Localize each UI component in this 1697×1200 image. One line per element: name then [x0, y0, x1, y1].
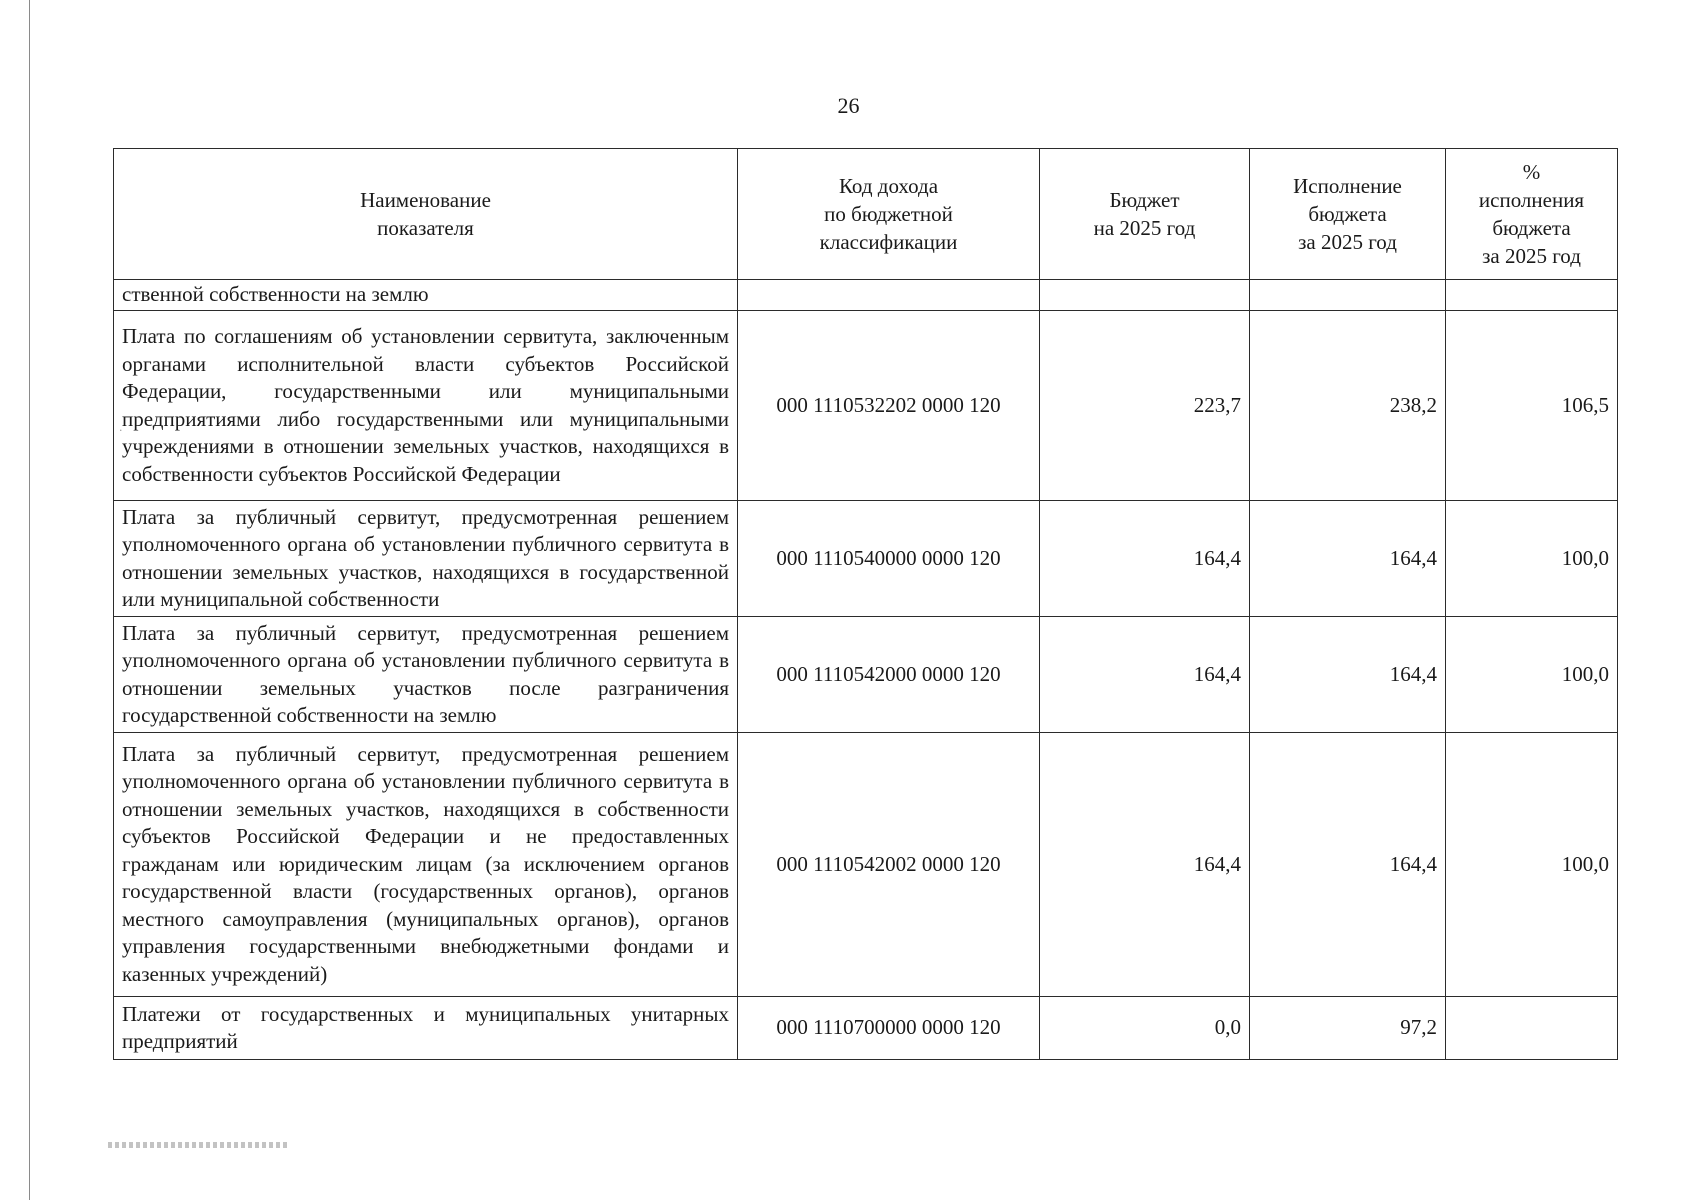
row-execution: 164,4: [1250, 617, 1446, 733]
scan-smudge: [108, 1142, 288, 1148]
row-percent: 100,0: [1446, 617, 1618, 733]
header-budget: [1040, 149, 1250, 280]
row-name: Плата по соглашениям об установлении сервитута, заключенным органами исполнительной власти субъектов Российской Федерации, государственными или муниципальными предприятиями либо государственными или муниципальными учреждениями в отношении земельных участков, находящихся в собственности субъектов Российской Федерации: [114, 311, 738, 501]
header-execution: [1250, 149, 1446, 280]
header-code-label: Код дохода по бюджетной классификации: [819, 174, 958, 254]
row-name: ственной собственности на землю: [114, 280, 738, 311]
row-code: [738, 280, 1040, 311]
scan-margin-line: [29, 0, 30, 1200]
row-budget: [1040, 280, 1250, 311]
table-row: [114, 501, 1618, 617]
header-code: [738, 149, 1040, 280]
row-name: Платежи от государственных и муниципальных унитарных предприятий: [114, 997, 738, 1060]
row-execution: [1250, 280, 1446, 311]
row-name: Плата за публичный сервитут, предусмотренная решением уполномоченного органа об установлении публичного сервитута в отношении земельных участков после разграничения государственной собственности на землю: [114, 617, 738, 733]
row-budget: 164,4: [1040, 733, 1250, 997]
row-execution: 164,4: [1250, 501, 1446, 617]
row-execution: 164,4: [1250, 733, 1446, 997]
row-name: Плата за публичный сервитут, предусмотренная решением уполномоченного органа об установлении публичного сервитута в отношении земельных участков, находящихся в собственности субъектов Российской Федерации и не предоставленных гражданам или юридическим лицам (за исключением органов государственной власти (государственных органов), органов местного самоуправления (муниципальных органов), органов управления государственными внебюджетными фондами и казенных учреждений): [114, 733, 738, 997]
row-code: 000 1110700000 0000 120: [738, 997, 1040, 1060]
header-percent: [1446, 149, 1618, 280]
header-name-label: Наименование показателя: [360, 188, 491, 240]
revenue-table: [113, 148, 1618, 1060]
row-budget: 0,0: [1040, 997, 1250, 1060]
row-execution: 238,2: [1250, 311, 1446, 501]
page-number: 26: [837, 93, 860, 118]
row-budget: 164,4: [1040, 617, 1250, 733]
row-budget: 164,4: [1040, 501, 1250, 617]
row-percent: [1446, 280, 1618, 311]
row-percent: 106,5: [1446, 311, 1618, 501]
table-header-row: [114, 149, 1618, 280]
table-row: [114, 733, 1618, 997]
row-percent: 100,0: [1446, 733, 1618, 997]
table-row: [114, 617, 1618, 733]
row-execution: 97,2: [1250, 997, 1446, 1060]
header-execution-label: Исполнение бюджета за 2025 год: [1293, 174, 1402, 254]
table-row: [114, 280, 1618, 311]
header-percent-label: % исполнения бюджета за 2025 год: [1478, 160, 1585, 268]
row-code: 000 1110542002 0000 120: [738, 733, 1040, 997]
table-row: [114, 997, 1618, 1060]
row-percent: [1446, 997, 1618, 1060]
header-budget-label: Бюджет на 2025 год: [1093, 188, 1196, 240]
row-code: 000 1110532202 0000 120: [738, 311, 1040, 501]
table-row: [114, 311, 1618, 501]
row-code: 000 1110540000 0000 120: [738, 501, 1040, 617]
header-name: [114, 149, 738, 280]
row-code: 000 1110542000 0000 120: [738, 617, 1040, 733]
row-name: Плата за публичный сервитут, предусмотренная решением уполномоченного органа об установлении публичного сервитута в отношении земельных участков, находящихся в государственной или муниципальной собственности: [114, 501, 738, 617]
pencil-mark: ·: [119, 424, 123, 437]
row-budget: 223,7: [1040, 311, 1250, 501]
row-percent: 100,0: [1446, 501, 1618, 617]
